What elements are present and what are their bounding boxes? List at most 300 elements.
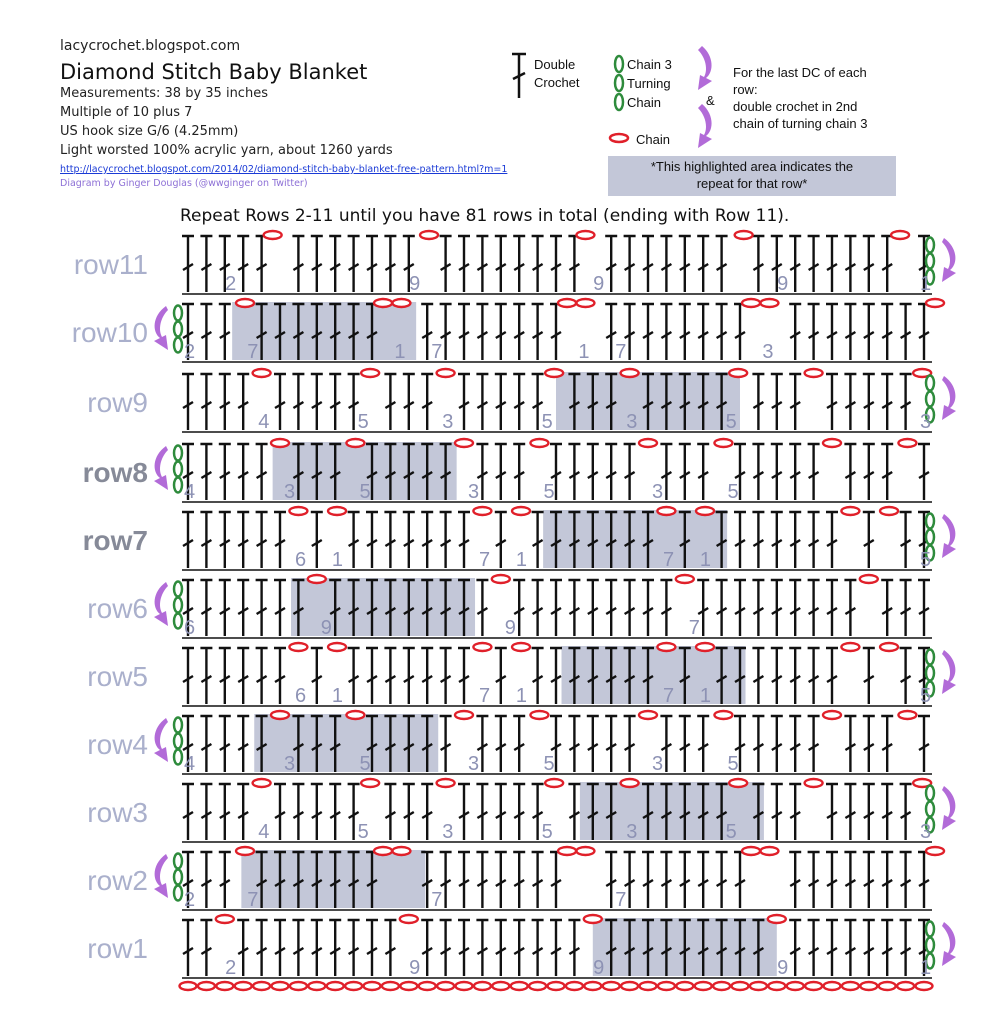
chain-stitch: [216, 915, 234, 923]
dc-stitch: [550, 304, 562, 360]
chain-stitch: [760, 847, 778, 855]
row-label: row8: [82, 457, 148, 488]
turning-chain-count: 6: [184, 617, 196, 639]
dc-stitch: [476, 920, 488, 976]
dc-stitch: [881, 784, 893, 840]
dc-stitch: [716, 580, 728, 636]
chain-stitch: [880, 643, 898, 651]
foundation-chain: [658, 982, 675, 990]
chain-stitch: [584, 915, 602, 923]
dc-stitch: [200, 304, 212, 360]
chain-stitch: [400, 915, 418, 923]
stitch-count: 3: [442, 411, 454, 433]
chain-stitch: [676, 575, 694, 583]
foundation-chain: [566, 982, 583, 990]
dc-stitch: [808, 852, 820, 908]
dc-stitch: [440, 512, 452, 568]
chain-stitch: [346, 439, 364, 447]
dc-stitch: [771, 374, 783, 430]
stitch-count: 3: [652, 481, 664, 503]
turning-chain-count: 3: [920, 821, 932, 843]
dc-stitch: [752, 648, 764, 704]
dc-stitch: [348, 920, 360, 976]
dc-stitch: [734, 304, 746, 360]
stitch-count: 7: [431, 889, 443, 911]
dc-stitch: [881, 580, 893, 636]
dc-stitch: [348, 648, 360, 704]
dc-stitch: [495, 648, 507, 704]
foundation-chain: [787, 982, 804, 990]
dc-stitch: [366, 236, 378, 292]
stitch-count: 9: [593, 957, 605, 979]
dc-stitch: [550, 580, 562, 636]
foundation-chain: [198, 982, 215, 990]
dc-stitch: [200, 444, 212, 500]
dc-stitch: [274, 580, 286, 636]
dc-stitch: [182, 648, 194, 704]
chain-stitch: [898, 439, 916, 447]
dc-stitch: [918, 444, 930, 500]
foundation-chain: [750, 982, 767, 990]
dc-stitch: [550, 852, 562, 908]
dc-stitch: [808, 444, 820, 500]
dc-stitch: [771, 648, 783, 704]
dc-stitch: [771, 512, 783, 568]
chain-stitch: [841, 507, 859, 515]
dc-stitch: [219, 716, 231, 772]
legend-turning-line3: Chain: [627, 95, 661, 110]
chain-stitch: [473, 507, 491, 515]
chain-stitch: [841, 643, 859, 651]
dc-stitch: [532, 512, 544, 568]
stitch-count: 7: [247, 341, 259, 363]
stitch-count: 5: [541, 821, 553, 843]
dc-stitch: [642, 236, 654, 292]
dc-stitch: [274, 512, 286, 568]
dc-stitch: [900, 784, 912, 840]
chain-stitch: [576, 231, 594, 239]
stitch-count: 7: [431, 341, 443, 363]
dc-stitch: [237, 784, 249, 840]
dc-stitch: [844, 580, 856, 636]
legend-dc-line2: Crochet: [534, 75, 580, 90]
stitch-count: 7: [688, 617, 700, 639]
foundation-chain: [345, 982, 362, 990]
dc-stitch: [421, 512, 433, 568]
stitch-count: 5: [541, 411, 553, 433]
dc-stitch: [844, 784, 856, 840]
dc-stitch: [311, 784, 323, 840]
chain-stitch: [696, 507, 714, 515]
dc-stitch: [900, 852, 912, 908]
chain-stitch: [545, 779, 563, 787]
chain-stitch: [805, 369, 823, 377]
dc-stitch: [440, 920, 452, 976]
dc-stitch: [642, 852, 654, 908]
dc-stitch: [624, 444, 636, 500]
dc-stitch: [679, 236, 691, 292]
foundation-chain: [860, 982, 877, 990]
dc-stitch: [900, 648, 912, 704]
info-hook-size: US hook size G/6 (4.25mm): [60, 124, 239, 139]
dc-stitch: [274, 784, 286, 840]
dc-stitch: [237, 512, 249, 568]
row-label: row4: [87, 729, 148, 760]
dc-stitch: [421, 374, 433, 430]
dc-stitch: [716, 236, 728, 292]
dc-stitch: [826, 852, 838, 908]
stitch-count: 3: [652, 753, 664, 775]
chain-stitch: [374, 847, 392, 855]
dc-stitch: [311, 374, 323, 430]
site-name: lacycrochet.blogspot.com: [60, 38, 241, 54]
dc-stitch: [219, 304, 231, 360]
turning-chain-count: 3: [920, 411, 932, 433]
row-label: row11: [73, 249, 148, 280]
chain-stitch: [361, 779, 379, 787]
turning-chain-count: 4: [184, 481, 196, 503]
dc-stitch: [918, 304, 930, 360]
dc-stitch: [200, 784, 212, 840]
dc-stitch: [200, 512, 212, 568]
chain-stitch: [346, 711, 364, 719]
chain-stitch: [455, 711, 473, 719]
dc-stitch: [624, 236, 636, 292]
dc-stitch: [384, 920, 396, 976]
turning-chain-count: 2: [184, 889, 196, 911]
dc-stitch: [384, 784, 396, 840]
chain-stitch: [271, 439, 289, 447]
dc-stitch: [550, 920, 562, 976]
turn-arrow-icon: [942, 786, 956, 830]
dc-stitch: [752, 580, 764, 636]
foundation-chain: [400, 982, 417, 990]
dc-stitch: [863, 304, 875, 360]
dc-stitch: [863, 784, 875, 840]
chain-stitch: [455, 439, 473, 447]
dc-stitch: [863, 236, 875, 292]
dc-stitch: [219, 374, 231, 430]
foundation-chain: [824, 982, 841, 990]
chain-stitch: [289, 507, 307, 515]
dc-stitch: [863, 374, 875, 430]
chain-stitch: [236, 847, 254, 855]
chain-stitch: [742, 847, 760, 855]
chain-stitch: [308, 575, 326, 583]
foundation-chain: [640, 982, 657, 990]
stitch-count: 7: [615, 341, 627, 363]
chain-stitch: [289, 643, 307, 651]
chain-stitch: [714, 439, 732, 447]
dc-stitch: [660, 580, 672, 636]
dc-stitch: [900, 512, 912, 568]
dc-stitch: [826, 580, 838, 636]
chain-stitch: [530, 439, 548, 447]
dc-stitch: [274, 374, 286, 430]
stitch-count: 1: [578, 341, 590, 363]
dc-stitch: [384, 374, 396, 430]
dc-stitch: [182, 236, 194, 292]
turning-chain-count: 5: [920, 685, 932, 707]
dc-stitch: [642, 304, 654, 360]
dc-stitch: [366, 920, 378, 976]
chain-stitch: [621, 369, 639, 377]
dc-stitch: [605, 716, 617, 772]
turn-arrow-icon: [942, 376, 956, 420]
dc-stitch: [734, 580, 746, 636]
dc-stitch: [256, 444, 268, 500]
dc-stitch: [495, 374, 507, 430]
dc-stitch: [513, 852, 525, 908]
dc-stitch: [495, 512, 507, 568]
dc-stitch: [440, 648, 452, 704]
dc-stitch: [513, 716, 525, 772]
dc-stitch: [513, 920, 525, 976]
dc-stitch: [403, 512, 415, 568]
pattern-link[interactable]: http://lacycrochet.blogspot.com/2014/02/diamond-stitch-baby-blanket-free-pattern.html?m=1: [60, 164, 508, 175]
stitch-count: 4: [258, 821, 270, 843]
row-label: row3: [87, 797, 148, 828]
dc-stitch: [826, 512, 838, 568]
dc-stitch: [844, 236, 856, 292]
dc-stitch: [624, 716, 636, 772]
chain-stitch: [236, 299, 254, 307]
stitch-count: 5: [725, 411, 737, 433]
foundation-chain: [235, 982, 252, 990]
info-yarn: Light worsted 100% acrylic yarn, about 1260 yards: [60, 143, 393, 158]
dc-stitch: [200, 374, 212, 430]
dc-stitch: [329, 784, 341, 840]
stitch-count: 9: [504, 617, 516, 639]
chain-stitch: [512, 643, 530, 651]
chain-stitch: [891, 231, 909, 239]
foundation-chain: [180, 982, 197, 990]
dc-stitch: [237, 716, 249, 772]
dc-stitch: [348, 512, 360, 568]
turning-chain-count: 1: [920, 957, 932, 979]
dc-stitch: [237, 920, 249, 976]
dc-stitch: [605, 580, 617, 636]
dc-stitch: [458, 304, 470, 360]
dc-stitch: [900, 920, 912, 976]
dc-stitch: [476, 304, 488, 360]
legend-last-dc-line2: row:: [733, 82, 758, 97]
dc-stitch: [568, 784, 580, 840]
stitch-count: 7: [663, 549, 675, 571]
dc-stitch: [513, 236, 525, 292]
dc-stitch: [808, 512, 820, 568]
stitch-count: 6: [295, 685, 307, 707]
dc-stitch: [532, 304, 544, 360]
dc-stitch: [256, 920, 268, 976]
chain-stitch: [328, 507, 346, 515]
stitch-count: 3: [468, 753, 480, 775]
foundation-chain: [437, 982, 454, 990]
stitch-count: 6: [295, 549, 307, 571]
chain-stitch: [639, 439, 657, 447]
dc-stitch: [256, 580, 268, 636]
stitch-count: 7: [247, 889, 259, 911]
dc-stitch: [844, 374, 856, 430]
dc-stitch: [237, 374, 249, 430]
dc-stitch: [237, 236, 249, 292]
dc-stitch: [292, 236, 304, 292]
turn-arrow-icon: [154, 306, 168, 350]
row-label: row1: [87, 933, 148, 964]
repeat-highlight: [232, 302, 416, 360]
dc-stitch: [918, 852, 930, 908]
dc-stitch: [495, 784, 507, 840]
stitch-count: 1: [394, 341, 406, 363]
dc-stitch: [808, 580, 820, 636]
dc-stitch: [311, 648, 323, 704]
dc-stitch: [311, 920, 323, 976]
dc-stitch: [881, 852, 893, 908]
dc-stitch: [881, 236, 893, 292]
stitch-count: 5: [359, 753, 371, 775]
turn-arrow-icon: [942, 238, 956, 282]
chain-stitch: [392, 299, 410, 307]
dc-stitch: [771, 580, 783, 636]
dc-stitch: [679, 852, 691, 908]
stitch-count: 9: [409, 273, 421, 295]
dc-stitch: [771, 716, 783, 772]
dc-stitch: [458, 236, 470, 292]
dc-stitch: [403, 648, 415, 704]
dc-stitch: [366, 512, 378, 568]
foundation-chain: [492, 982, 509, 990]
dc-stitch: [789, 512, 801, 568]
stitch-count: 3: [626, 411, 638, 433]
dc-stitch: [697, 716, 709, 772]
stitch-count: 5: [359, 481, 371, 503]
foundation-chain: [916, 982, 933, 990]
dc-stitch: [697, 304, 709, 360]
dc-stitch: [789, 784, 801, 840]
dc-stitch: [329, 236, 341, 292]
chain-stitch: [805, 779, 823, 787]
dc-stitch: [458, 648, 470, 704]
dc-stitch: [900, 304, 912, 360]
stitch-count: 5: [543, 481, 555, 503]
dc-stitch: [900, 580, 912, 636]
dc-stitch: [219, 580, 231, 636]
dc-stitch: [660, 304, 672, 360]
stitch-count: 3: [468, 481, 480, 503]
dc-stitch: [292, 784, 304, 840]
turning-chain-count: 1: [920, 273, 932, 295]
dc-stitch: [513, 374, 525, 430]
dc-stitch: [200, 920, 212, 976]
dc-stitch: [403, 374, 415, 430]
foundation-chain: [419, 982, 436, 990]
stitch-count: 5: [543, 753, 555, 775]
dc-stitch: [624, 580, 636, 636]
dc-stitch: [808, 648, 820, 704]
dc-stitch: [844, 716, 856, 772]
chain-stitch: [657, 507, 675, 515]
turning-chain: [174, 446, 182, 493]
dc-stitch: [532, 648, 544, 704]
turn-arrow-icon: [942, 650, 956, 694]
chain-stitch: [768, 915, 786, 923]
dc-stitch: [844, 852, 856, 908]
dc-stitch: [844, 920, 856, 976]
turning-chain-count: 4: [184, 753, 196, 775]
stitch-count: 3: [762, 341, 774, 363]
dc-stitch: [219, 784, 231, 840]
dc-stitch: [826, 784, 838, 840]
turning-chain: [174, 718, 182, 765]
chain-stitch: [558, 847, 576, 855]
foundation-chain: [897, 982, 914, 990]
foundation-chain: [511, 982, 528, 990]
dc-stitch: [458, 920, 470, 976]
dc-stitch: [881, 374, 893, 430]
dc-stitch: [182, 512, 194, 568]
dc-stitch: [532, 236, 544, 292]
row-label: row5: [87, 661, 148, 692]
chain-stitch: [253, 369, 271, 377]
dc-stitch: [495, 444, 507, 500]
dc-stitch: [679, 304, 691, 360]
dc-stitch: [366, 648, 378, 704]
stitch-count: 5: [727, 481, 739, 503]
dc-stitch: [826, 374, 838, 430]
dc-stitch: [844, 304, 856, 360]
dc-stitch: [881, 920, 893, 976]
row-label: row2: [87, 865, 148, 896]
dc-stitch: [697, 444, 709, 500]
dc-stitch: [237, 580, 249, 636]
dc-stitch: [642, 580, 654, 636]
dc-stitch: [532, 580, 544, 636]
dc-stitch: [660, 236, 672, 292]
dc-stitch: [863, 648, 875, 704]
chain-stitch: [558, 299, 576, 307]
foundation-chain: [290, 982, 307, 990]
chain-stitch: [530, 711, 548, 719]
dc-stitch: [421, 648, 433, 704]
dc-stitch: [513, 304, 525, 360]
stitch-count: 7: [479, 549, 491, 571]
dc-stitch: [808, 304, 820, 360]
dc-stitch: [826, 304, 838, 360]
dc-stitch: [808, 236, 820, 292]
dc-stitch: [789, 236, 801, 292]
chain-stitch: [639, 711, 657, 719]
chain-stitch: [823, 711, 841, 719]
info-multiple: Multiple of 10 plus 7: [60, 105, 193, 120]
chain-stitch: [880, 507, 898, 515]
chain-stitch: [926, 299, 944, 307]
dc-stitch: [348, 236, 360, 292]
stitch-count: 9: [593, 273, 605, 295]
dc-stitch: [550, 648, 562, 704]
turning-chain-count: 2: [184, 341, 196, 363]
foundation-chain: [732, 982, 749, 990]
dc-stitch: [863, 920, 875, 976]
dc-stitch: [421, 784, 433, 840]
dc-stitch: [734, 512, 746, 568]
dc-stitch: [863, 444, 875, 500]
dc-stitch: [752, 512, 764, 568]
dc-stitch: [495, 852, 507, 908]
dc-stitch: [587, 580, 599, 636]
chain-stitch: [264, 231, 282, 239]
chain-stitch: [437, 779, 455, 787]
dc-stitch: [292, 920, 304, 976]
